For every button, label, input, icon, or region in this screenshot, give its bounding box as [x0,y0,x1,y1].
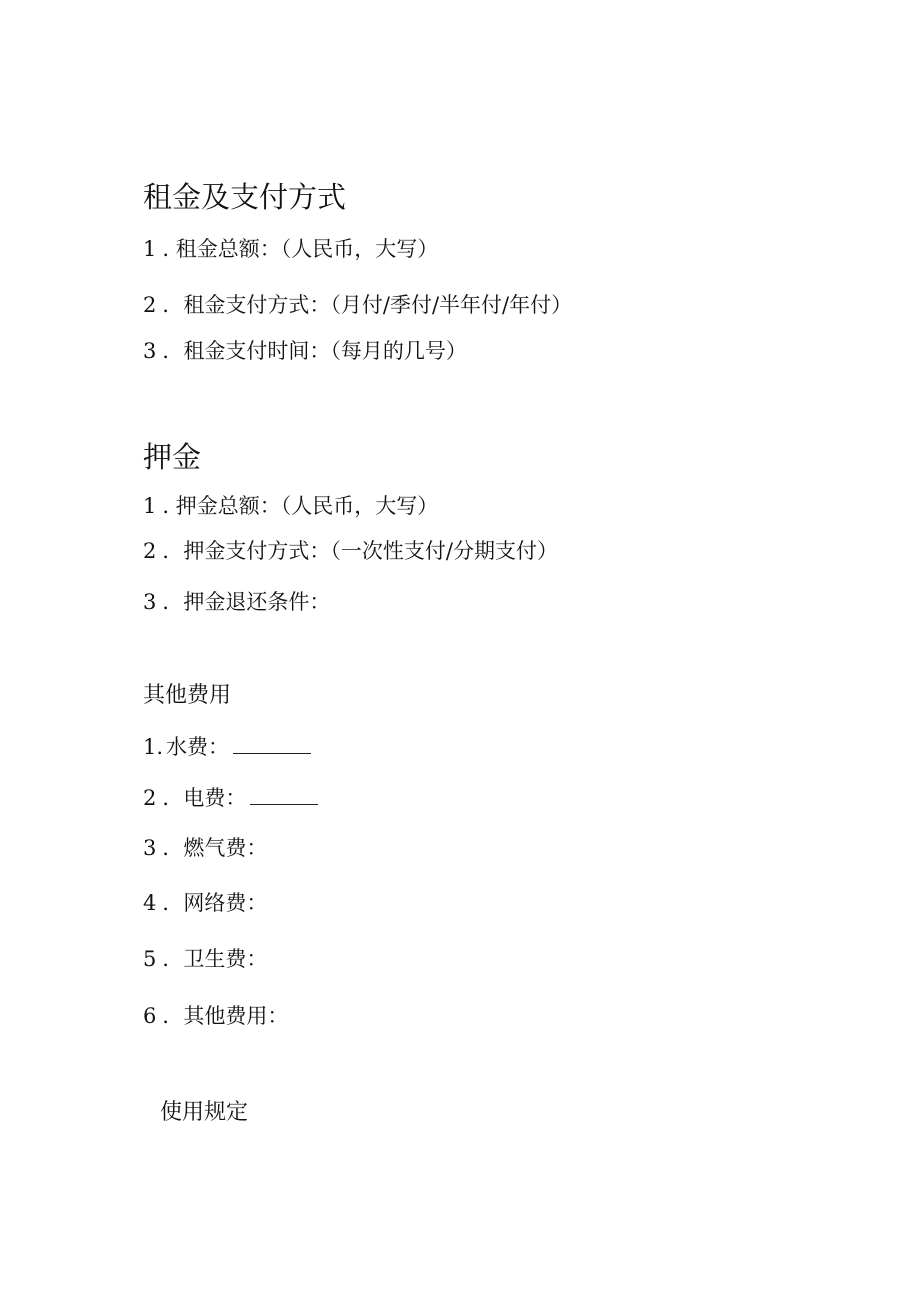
usage-section-title: 使用规定 [160,1100,249,1125]
rent-item-2-number: 2 [143,293,157,317]
fee-item-internet [143,889,267,917]
rent-item-1-text: . 租金总额：（人民币，大写） [162,237,439,261]
fee-item-electricity [143,784,318,812]
fee-item-sanitation [143,945,267,973]
deposit-item-1-text: . 押金总额：（人民币，大写） [162,494,439,518]
deposit-item-1-number: 1 [143,494,157,518]
deposit-item-2-text: ．押金支付方式：（一次性支付/分期支付） [162,539,558,563]
deposit-section-title: 押金 [143,440,202,474]
rent-item-3-text: ．租金支付时间：（每月的几号） [162,339,467,363]
fee-item-electricity-text: ．电费： [162,786,247,810]
fee-item-gas-number: 3 [143,836,157,860]
rent-item-2 [143,291,572,319]
fee-item-water-number: 1. [143,735,164,759]
water-fee-blank [233,733,311,754]
fee-item-water [143,733,311,761]
fee-item-sanitation-number: 5 [143,947,157,971]
deposit-item-2 [143,537,558,565]
fee-item-sanitation-text: ．卫生费： [162,947,268,971]
rent-item-3-number: 3 [143,339,157,363]
electricity-fee-blank [250,784,318,805]
fee-item-gas-text: ．燃气费： [162,836,268,860]
deposit-item-2-number: 2 [143,539,157,563]
fee-item-other-number: 6 [143,1004,157,1028]
deposit-item-3-text: ．押金退还条件： [162,590,331,614]
deposit-item-1 [143,492,438,520]
rent-item-1-number: 1 [143,237,157,261]
fees-section-title: 其他费用 [143,683,232,708]
rent-section-title: 租金及支付方式 [143,180,347,214]
fee-item-electricity-number: 2 [143,786,157,810]
fee-item-internet-text: ．网络费： [162,891,268,915]
fee-item-other [143,1002,288,1030]
rent-item-2-text: ．租金支付方式：（月付/季付/半年付/年付） [162,293,573,317]
fee-item-gas [143,834,267,862]
fee-item-other-text: ．其他费用： [162,1004,289,1028]
deposit-item-3 [143,588,330,616]
fee-item-water-text: 水费： [166,735,230,759]
rent-item-3 [143,337,467,365]
rent-item-1 [143,235,438,263]
fee-item-internet-number: 4 [143,891,157,915]
deposit-item-3-number: 3 [143,590,157,614]
